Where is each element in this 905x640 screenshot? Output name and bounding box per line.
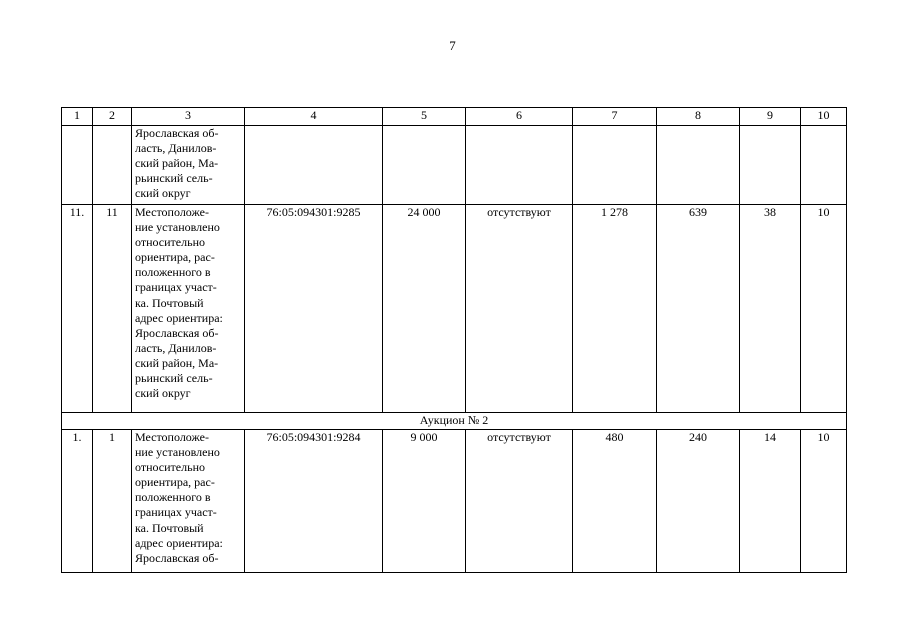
cell-encumbrance: отсутствуют [466,430,573,573]
header-cell-3: 3 [132,108,245,126]
header-cell-5: 5 [383,108,466,126]
location-line: ние установлено [135,220,220,235]
location-line: ориентира, рас- [135,250,215,265]
cell-num: 11. [62,205,93,413]
cell-col9 [740,126,801,205]
cell-cadastral: 76:05:094301:9285 [245,205,383,413]
location-line: ние установлено [135,445,220,460]
header-cell-2: 2 [93,108,132,126]
header-cell-1: 1 [62,108,93,126]
location-line: ский район, Ма- [135,156,219,171]
auction-heading-row [62,413,847,430]
cell-lot: 11 [93,205,132,413]
cell-area: 24 000 [383,205,466,413]
location-line: адрес ориентира: [135,310,223,325]
cell-col9: 14 [740,430,801,573]
cell-cadastral [245,126,383,205]
cell-col7: 1 278 [573,205,657,413]
location-line: ский округ [135,186,191,201]
location-line: границах участ- [135,280,217,295]
cell-col8: 240 [657,430,740,573]
cell-col7: 480 [573,430,657,573]
cell-location [132,430,245,573]
auction-title: Аукцион № 2 [62,413,847,430]
header-row [62,108,847,126]
location-line: ласть, Данилов- [135,340,217,355]
header-cell-8: 8 [657,108,740,126]
location-line: ка. Почтовый [135,520,204,535]
cell-col10: 10 [801,430,847,573]
location-line: Ярославская об- [135,126,219,140]
cell-area [383,126,466,205]
table-row-continuation [62,126,847,205]
cell-col10 [801,126,847,205]
cell-num: 1. [62,430,93,573]
cell-cadastral: 76:05:094301:9284 [245,430,383,573]
cell-col10: 10 [801,205,847,413]
location-line: относительно [135,460,206,475]
header-cell-10: 10 [801,108,847,126]
location-line: относительно [135,235,206,250]
cell-location [132,205,245,413]
cell-lot: 1 [93,430,132,573]
header-cell-9: 9 [740,108,801,126]
location-line: положенного в [135,265,211,280]
header-cell-7: 7 [573,108,657,126]
location-line: Местоположе- [135,205,209,219]
lots-table [61,107,847,573]
location-line: границах участ- [135,505,217,520]
cell-col7 [573,126,657,205]
location-line: ка. Почтовый [135,295,204,310]
cell-col8 [657,126,740,205]
cell-area: 9 000 [383,430,466,573]
cell-location [132,126,245,205]
location-line: ский район, Ма- [135,355,219,370]
location-line: рьинский сель- [135,371,213,386]
location-line: Ярославская об- [135,550,219,565]
location-line: ский округ [135,386,191,401]
location-line: адрес ориентира: [135,535,223,550]
cell-encumbrance [466,126,573,205]
cell-col8: 639 [657,205,740,413]
location-line: Ярославская об- [135,325,219,340]
table-row-1 [62,430,847,573]
cell-encumbrance: отсутствуют [466,205,573,413]
cell-num [62,126,93,205]
header-cell-4: 4 [245,108,383,126]
cell-lot [93,126,132,205]
page-number: 7 [449,38,456,53]
header-cell-6: 6 [466,108,573,126]
cell-col9: 38 [740,205,801,413]
location-line: рьинский сель- [135,171,213,186]
table-row-11 [62,205,847,413]
location-line: ориентира, рас- [135,475,215,490]
location-line: Местоположе- [135,430,209,444]
location-line: положенного в [135,490,211,505]
location-line: ласть, Данилов- [135,141,217,156]
